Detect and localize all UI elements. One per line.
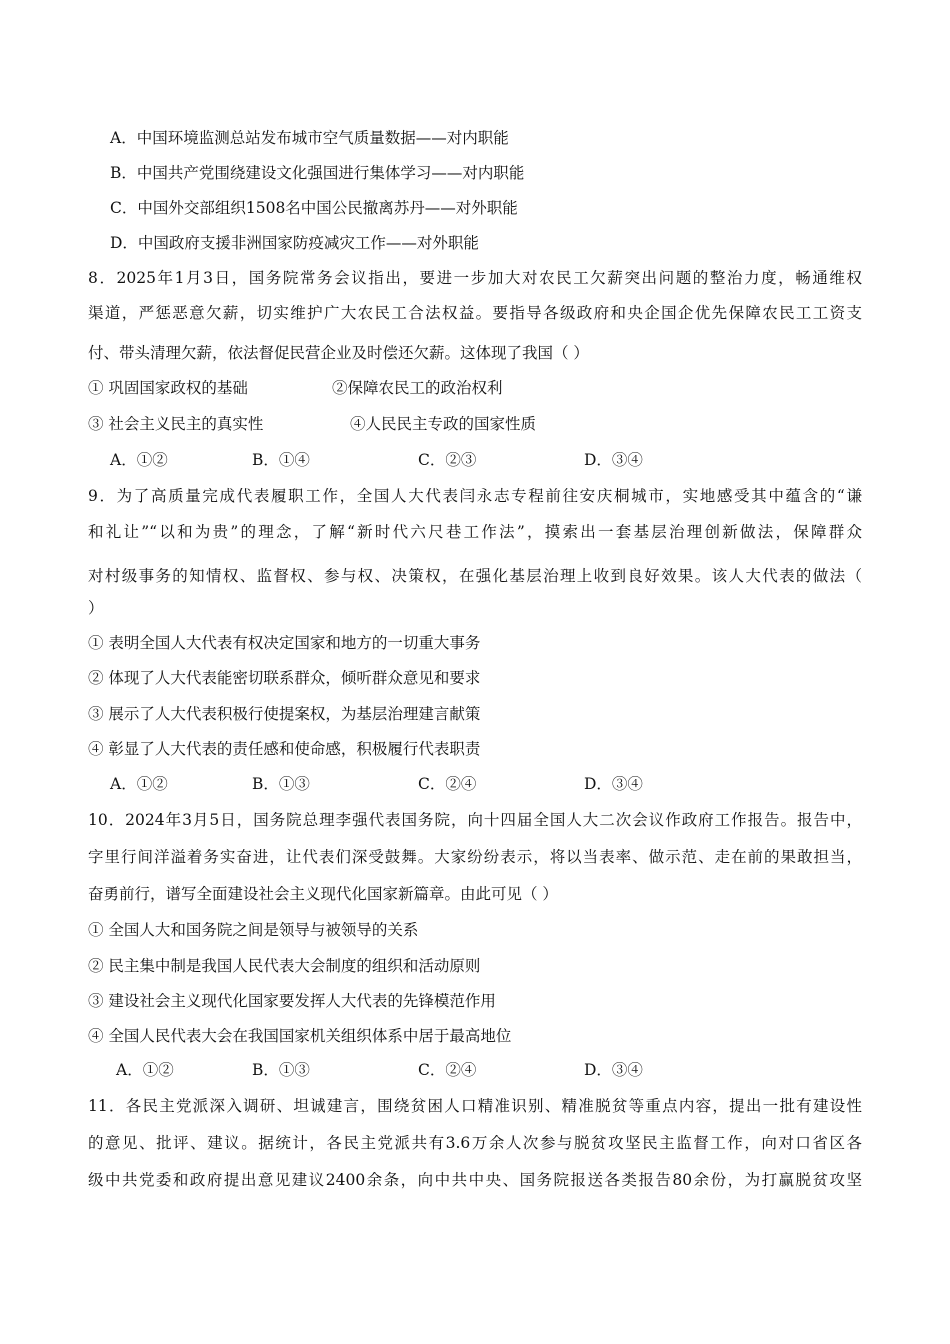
q10-item-1: ① 全国人大和国务院之间是领导与被领导的关系: [88, 921, 419, 939]
q8-choice-d: D．③④: [584, 451, 643, 469]
q8-item-3: ③ 社会主义民主的真实性: [88, 415, 264, 433]
q8-choice-b: B．①④: [252, 451, 310, 469]
q8-choice-c: C．②③: [418, 451, 477, 469]
q9-item-4: ④ 彰显了人大代表的责任感和使命感，积极履行代表职责: [88, 740, 481, 758]
q10-stem-line-2: 字里行间洋溢着务实奋进，让代表们深受鼓舞。大家纷纷表示，将以当表率、做示范、走在前的果敢担当，: [88, 848, 862, 866]
q10-stem-line-1: 10．2024年3月5日，国务院总理李强代表国务院，向十四届全国人大二次会议作政府工作报告。报告中，: [88, 811, 862, 829]
q8-stem-line-2: 渠道，严惩恶意欠薪，切实维护广大农民工合法权益。要指导各级政府和央企国企优先保障农民工工资支: [88, 304, 862, 322]
q9-item-1: ① 表明全国人大代表有权决定国家和地方的一切重大事务: [88, 634, 481, 652]
q7-option-c: C．中国外交部组织1508名中国公民撤离苏丹——对外职能: [110, 199, 518, 217]
q10-item-3: ③ 建设社会主义现代化国家要发挥人大代表的先锋模范作用: [88, 992, 496, 1010]
q9-item-2: ② 体现了人大代表能密切联系群众，倾听群众意见和要求: [88, 669, 481, 687]
q10-choice-d: D．③④: [584, 1061, 643, 1079]
q8-stem-line-1: 8．2025年1月3日，国务院常务会议指出，要进一步加大对农民工欠薪突出问题的整治力度，畅通维权: [88, 269, 862, 287]
q10-stem-line-3: 奋勇前行，谱写全面建设社会主义现代化国家新篇章。由此可见（ ）: [88, 885, 558, 903]
q9-stem-line-1: 9．为了高质量完成代表履职工作，全国人大代表闫永志专程前往安庆桐城市，实地感受其中蕴含的“谦: [88, 487, 862, 505]
q10-choice-b: B．①③: [252, 1061, 310, 1079]
q9-stem-line-2: 和礼让”“以和为贵”的理念，了解“新时代六尺巷工作法”，摸索出一套基层治理创新做法，保障群众: [88, 523, 862, 541]
q8-choice-a: A．①②: [110, 451, 168, 469]
q8-stem-line-3: 付、带头清理欠薪，依法督促民营企业及时偿还欠薪。这体现了我国（ ）: [88, 344, 589, 362]
q9-item-3: ③ 展示了人大代表积极行使提案权，为基层治理建言献策: [88, 705, 481, 723]
q7-option-b: B．中国共产党围绕建设文化强国进行集体学习——对内职能: [110, 164, 525, 182]
q8-item-4: ④人民民主专政的国家性质: [350, 415, 537, 433]
q9-choice-a: A．①②: [110, 775, 168, 793]
q9-stem-line-4: ）: [88, 599, 104, 617]
q10-choice-a: A．①②: [116, 1061, 174, 1079]
q10-item-4: ④ 全国人民代表大会在我国国家机关组织体系中居于最高地位: [88, 1027, 512, 1045]
q7-option-d: D．中国政府支援非洲国家防疫减灾工作——对外职能: [110, 234, 479, 252]
q11-stem-line-3: 级中共党委和政府提出意见建议2400余条，向中共中央、国务院报送各类报告80余份，为打赢脱贫攻坚: [88, 1171, 862, 1189]
q10-item-2: ② 民主集中制是我国人民代表大会制度的组织和活动原则: [88, 957, 481, 975]
q8-item-2: ②保障农民工的政治权利: [332, 379, 503, 397]
q9-stem-line-3: 对村级事务的知情权、监督权、参与权、决策权，在强化基层治理上收到良好效果。该人大代表的做法（: [88, 567, 862, 585]
q7-option-a: A．中国环境监测总站发布城市空气质量数据——对内职能: [110, 129, 509, 147]
q11-stem-line-2: 的意见、批评、建议。据统计，各民主党派共有3.6万余人次参与脱贫攻坚民主监督工作，向对口省区各: [88, 1134, 862, 1152]
q9-choice-b: B．①③: [252, 775, 310, 793]
q9-choice-c: C．②④: [418, 775, 477, 793]
q11-stem-line-1: 11．各民主党派深入调研、坦诚建言，围绕贫困人口精准识别、精准脱贫等重点内容，提出一批有建设性: [88, 1097, 862, 1115]
q9-choice-d: D．③④: [584, 775, 643, 793]
q10-choice-c: C．②④: [418, 1061, 477, 1079]
q8-item-1: ① 巩固国家政权的基础: [88, 379, 248, 397]
